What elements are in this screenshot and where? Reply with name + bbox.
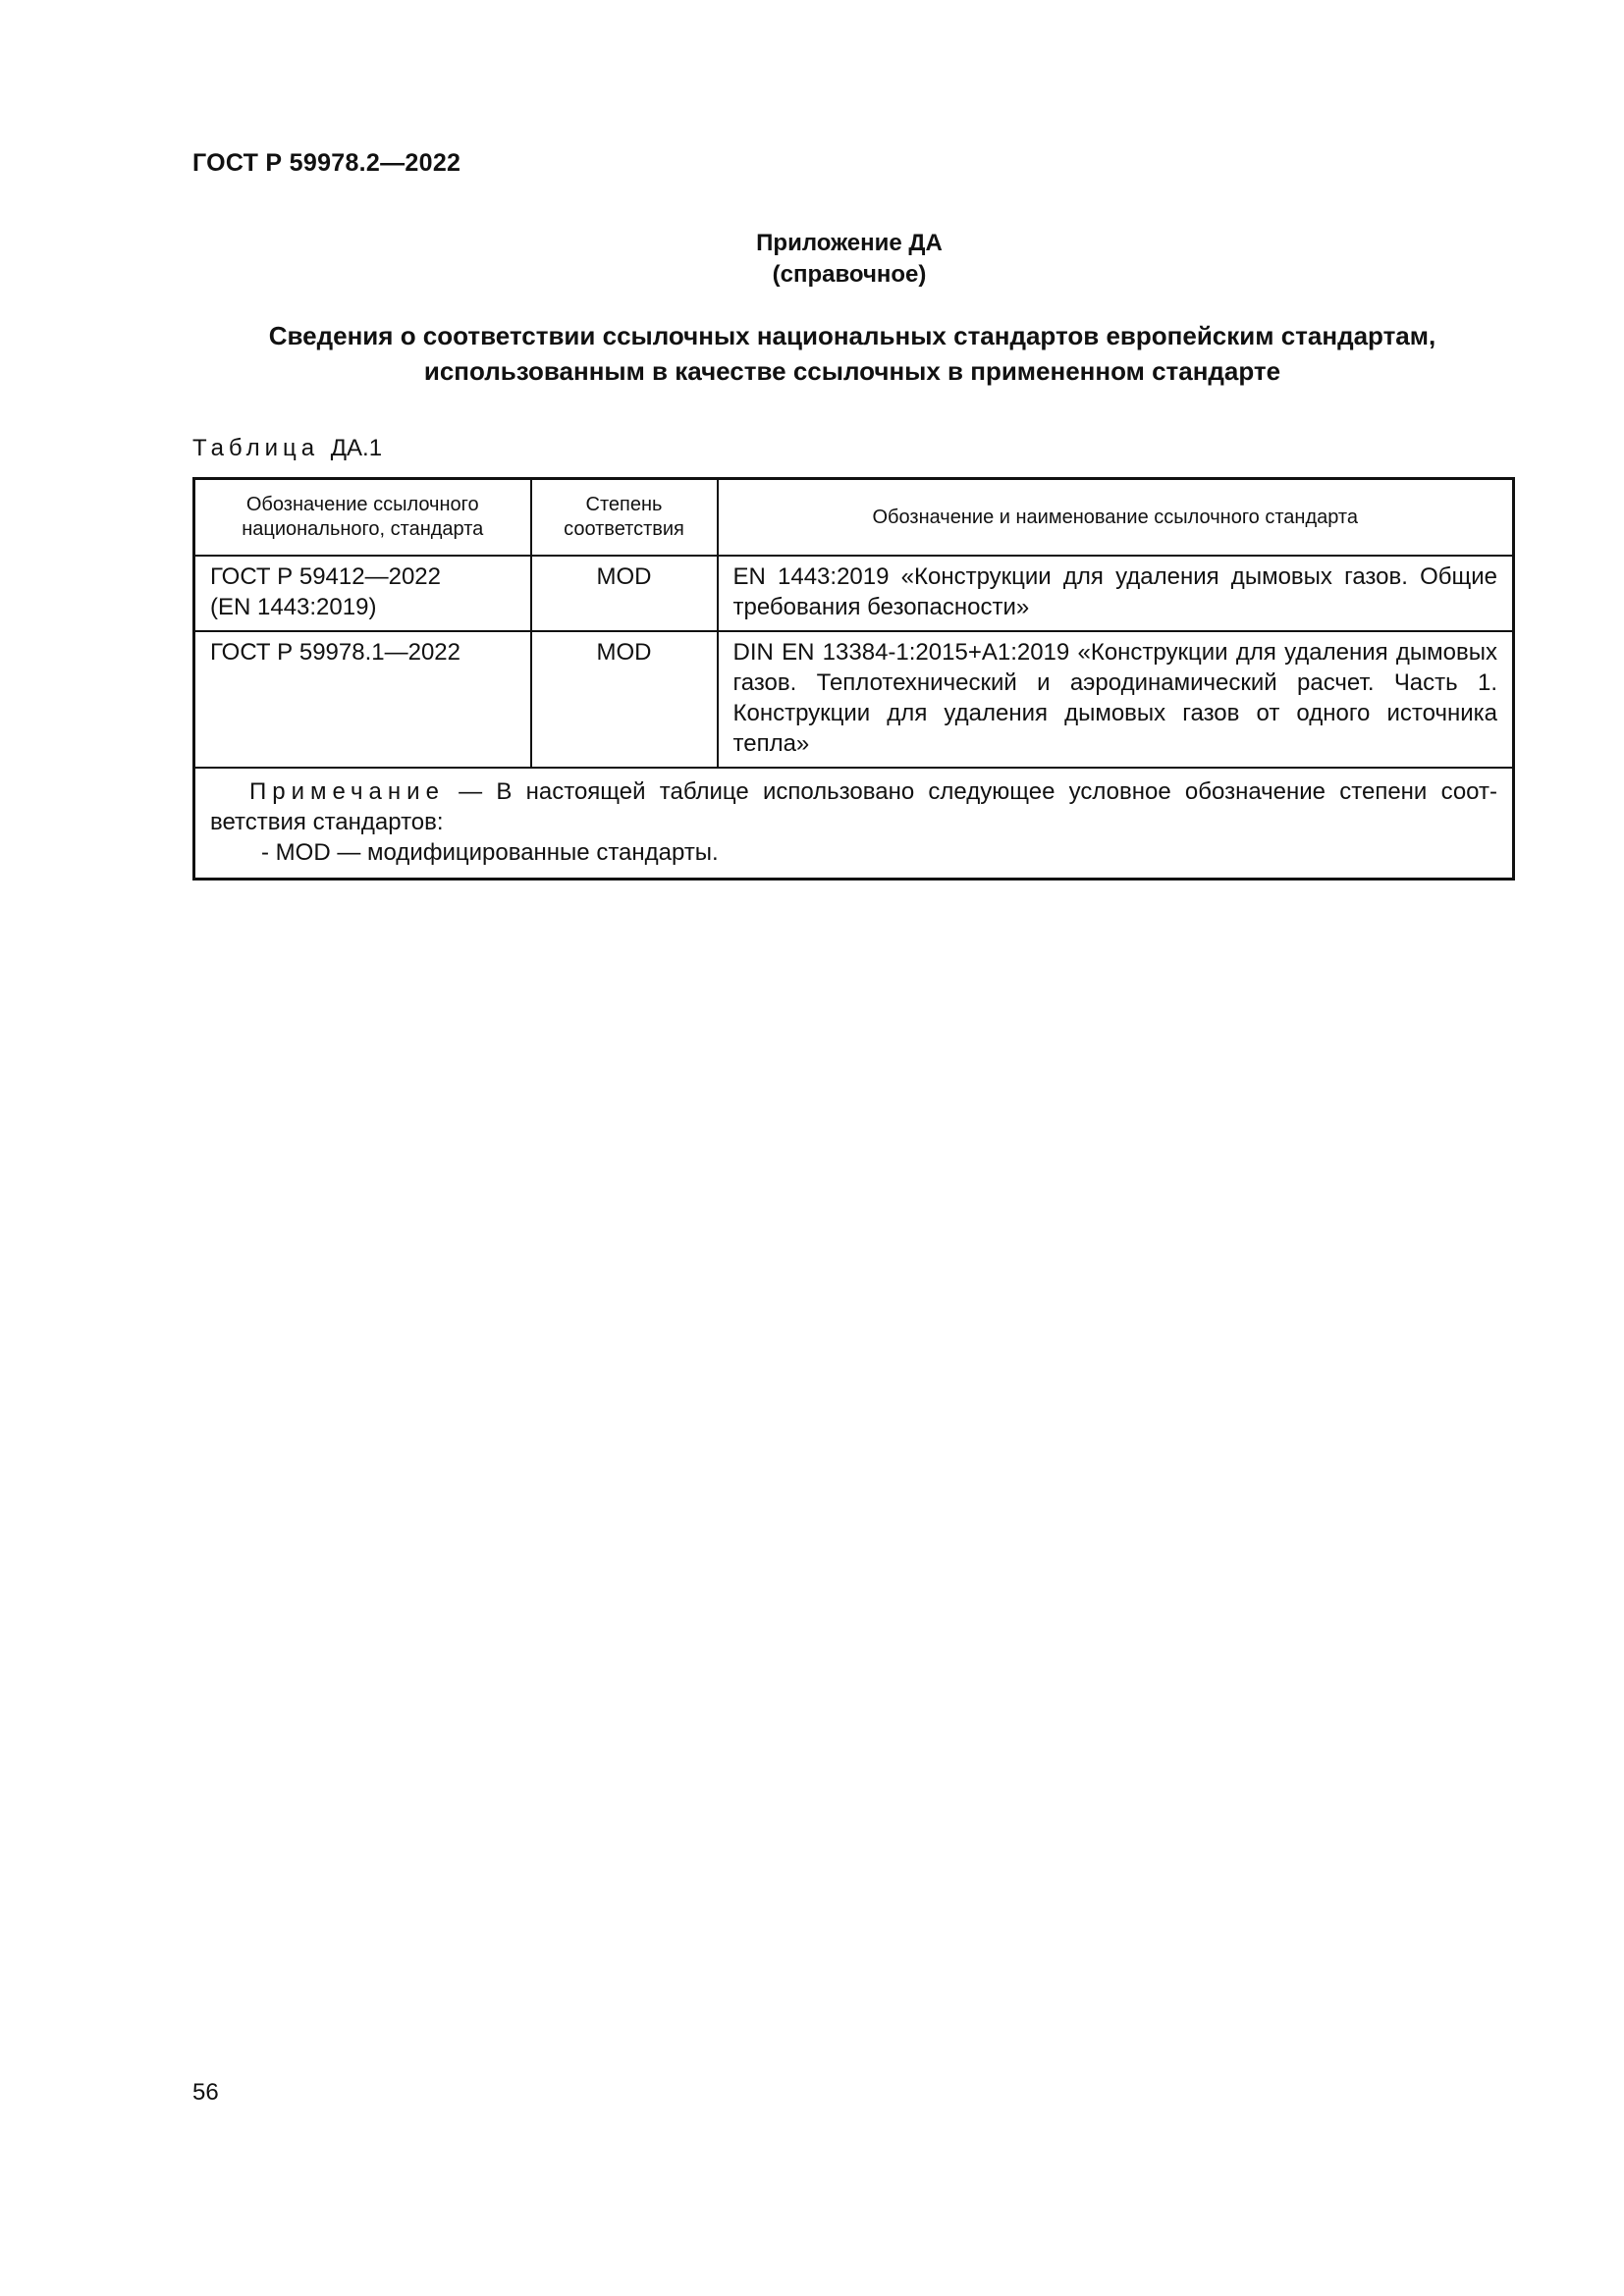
column-header-designation [194, 479, 531, 557]
table-row [194, 631, 1514, 768]
note-paragraph [210, 776, 1497, 837]
cell-degree: MOD [531, 556, 718, 631]
column-header-reference: Обозначение и наименование ссылочного стандарта [718, 479, 1514, 557]
designation-line-1: ГОСТ Р 59978.1—2022 [210, 639, 460, 666]
cell-designation [194, 556, 531, 631]
section-heading [192, 318, 1512, 389]
appendix-header [0, 228, 1624, 291]
table-header-row [194, 479, 1514, 557]
designation-line-1: ГОСТ Р 59412—2022 [210, 563, 441, 590]
cell-degree: MOD [531, 631, 718, 768]
appendix-status: (справочное) [772, 261, 927, 288]
note-list-item: - MOD — модифицированные стандарты. [261, 839, 719, 866]
table-row [194, 556, 1514, 631]
appendix-title: Приложение ДА [756, 230, 943, 256]
note-text: — В настоящей таблице использовано следующее условное обозначение степени соответствия стандартов: [210, 778, 1497, 835]
heading-line-1: Сведения о соответствии ссылочных национальных стандартов европейским стандартам, [268, 321, 1436, 350]
column-header-degree-line-1: Степень [585, 494, 663, 515]
designation-line-2: (EN 1443:2019) [210, 594, 377, 620]
column-header-degree-line-2: соответствия [564, 518, 684, 540]
heading-line-2: использованным в качестве ссылочных в примененном стандарте [423, 356, 1281, 386]
page-number: 56 [192, 2079, 219, 2106]
table-caption-word: Таблица [192, 435, 320, 461]
document-code: ГОСТ Р 59978.2—2022 [192, 149, 461, 177]
table-caption-number: ДА.1 [330, 435, 383, 461]
cell-reference: EN 1443:2019 «Конструкции для удаления дымовых газов. Общие требования безопасности» [718, 556, 1514, 631]
table-note-row [194, 768, 1514, 880]
table-caption [192, 435, 382, 462]
column-header-designation-line-2: национального, стандарта [242, 518, 484, 540]
note-label: Примечание [249, 778, 445, 805]
column-header-degree [531, 479, 718, 557]
column-header-designation-line-1: Обозначение ссылочного [245, 494, 479, 515]
cell-reference: DIN EN 13384-1:2015+A1:2019 «Конструкции для удаления дымовых газов. Теплотехнический и аэродинамический расчет. Часть 1. Конструкции для удаления дымовых газов от одного источника тепла» [718, 631, 1514, 768]
reference-standards-table [192, 477, 1515, 881]
table-note [194, 768, 1514, 880]
cell-designation [194, 631, 531, 768]
